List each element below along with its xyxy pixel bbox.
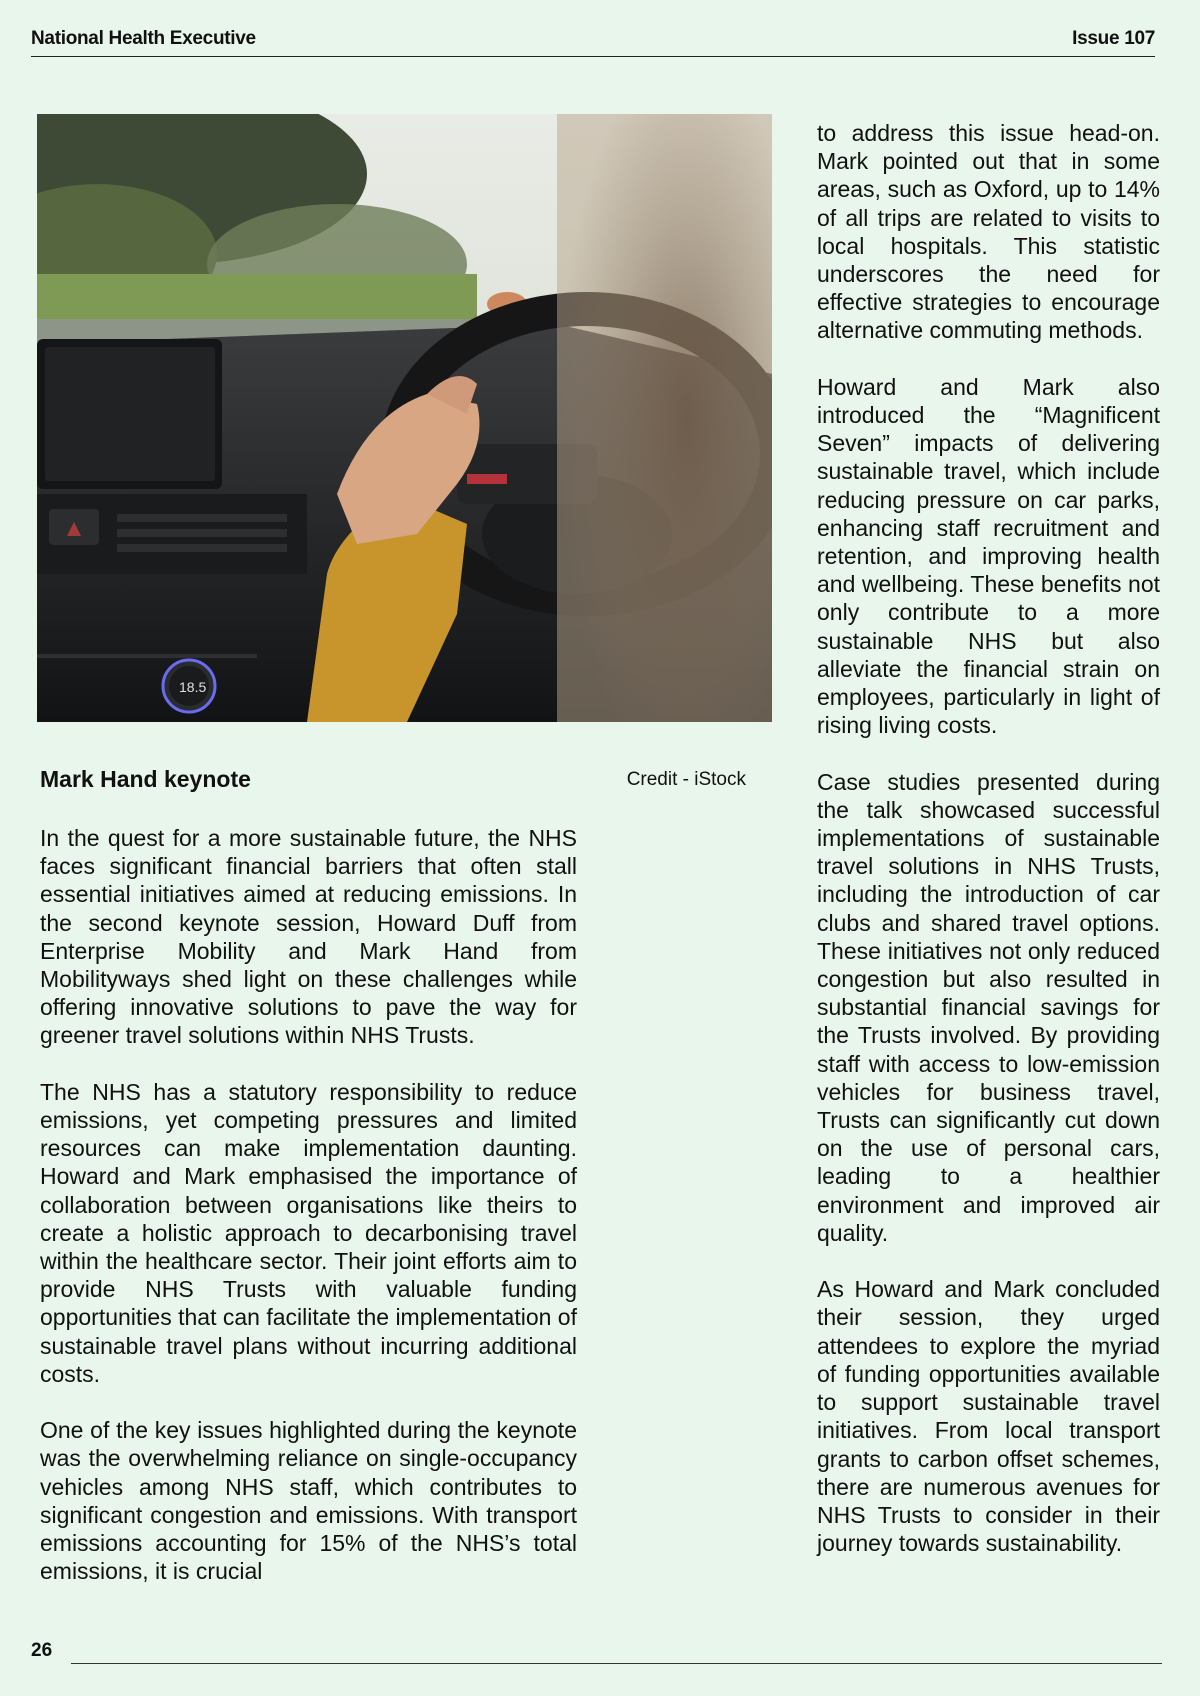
- section-subheading: Mark Hand keynote: [40, 766, 251, 792]
- paragraph: As Howard and Mark concluded their session, they urged attendees to explore the myriad of funding opportunities available to support sustainable travel initiatives. From local transport grants to carbon offset schemes, there are numerous avenues for NHS Trusts to consider in their journey towards sustainability.: [817, 1276, 1160, 1557]
- publication-name: National Health Executive: [31, 28, 256, 49]
- photo-credit: Credit - iStock: [626, 769, 746, 790]
- paragraph: In the quest for a more sustainable future, the NHS faces significant financial barriers that often stall essential initiatives aimed at reducing emissions. In the second keynote session, Howard Duff from Enterprise Mobility and Mark Hand from Mobilityways shed light on these challenges while offering innovative solutions to pave the way for greener travel solutions within NHS Trusts.: [40, 825, 577, 1049]
- paragraph: One of the key issues highlighted during the keynote was the overwhelming reliance on single-occupancy vehicles among NHS staff, which contributes to significant congestion and emissions. With transport emissions accounting for 15% of the NHS’s total emissions, it is crucial: [40, 1417, 577, 1585]
- paragraph: to address this issue head-on. Mark pointed out that in some areas, such as Oxford, up to 14% of all trips are related to visits to local hospitals. This statistic underscores the need for effective strategies to encourage alternative commuting methods.: [817, 120, 1160, 344]
- page-number: 26: [31, 1640, 53, 1661]
- paragraph: The NHS has a statutory responsibility to reduce emissions, yet competing pressures and limited resources can make implementation daunting. Howard and Mark emphasised the importance of collaboration between organisations like theirs to create a holistic approach to decarbonising travel within the healthcare sector. Their joint efforts aim to provide NHS Trusts with valuable funding opportunities that can facilitate the implementation of sustainable travel plans without incurring additional costs.: [40, 1078, 577, 1387]
- issue-number: Issue 107: [1072, 28, 1155, 49]
- page-header: [31, 26, 1155, 57]
- article-photo: [37, 114, 772, 722]
- left-column: [40, 824, 577, 1585]
- paragraph: Howard and Mark also introduced the “Magnificent Seven” impacts of delivering sustainable travel, which include reducing pressure on car parks, enhancing staff recruitment and retention, and improving health and wellbeing. These benefits not only contribute to a more sustainable NHS but also alleviate the financial strain on employees, particularly in light of rising living costs.: [817, 373, 1160, 739]
- caption-row: [40, 766, 746, 796]
- page-footer: [31, 1640, 1162, 1664]
- right-column: [817, 119, 1160, 1557]
- footer-rule: [71, 1663, 1162, 1664]
- climate-dial-readout: 18.5: [179, 679, 207, 695]
- paragraph: Case studies presented during the talk showcased successful implementations of sustainable travel solutions in NHS Trusts, including the introduction of car clubs and shared travel options. These initiatives not only reduced congestion but also resulted in substantial financial savings for the Trusts involved. By providing staff with access to low-emission vehicles for business travel, Trusts can significantly cut down on the use of personal cars, leading to a healthier environment and improved air quality.: [817, 768, 1160, 1246]
